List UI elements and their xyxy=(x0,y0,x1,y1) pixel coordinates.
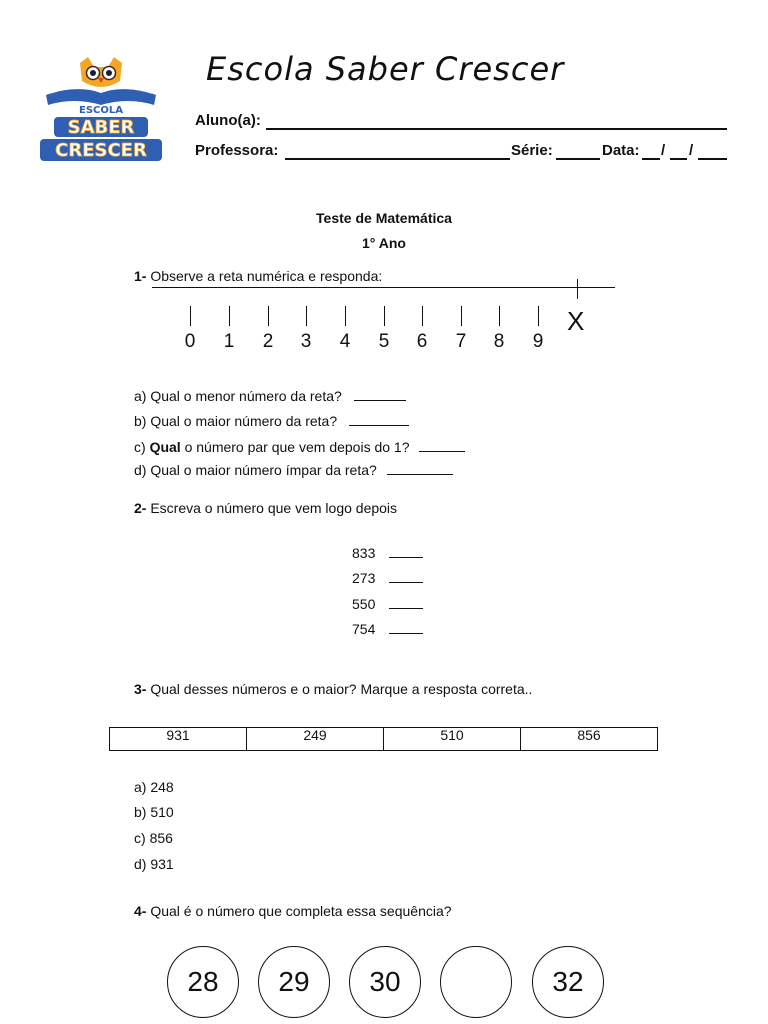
option-text: o número par que vem depois do 1? xyxy=(184,439,410,455)
table-row xyxy=(110,728,658,751)
number-line-tick-label: 5 xyxy=(378,331,390,352)
answer-blank[interactable] xyxy=(387,460,453,475)
number-line-tick xyxy=(306,306,307,326)
option-text: 856 xyxy=(149,830,173,846)
test-title: Teste de Matemática xyxy=(316,210,452,226)
question-number: 1- xyxy=(134,268,147,284)
number-line xyxy=(152,287,615,288)
number-line-tick xyxy=(268,306,269,326)
sequence-circle: 32 xyxy=(532,946,604,1018)
date-separator: / xyxy=(689,142,694,159)
number-line-x-label: X xyxy=(567,306,585,336)
number-line-tick-label: 0 xyxy=(184,331,196,352)
number-line-tick xyxy=(229,306,230,326)
option-letter: c) xyxy=(134,830,146,846)
number-line-tick-label: 1 xyxy=(223,331,235,352)
option-text: Qual o maior número da reta? xyxy=(150,413,338,429)
number-line-tick xyxy=(384,306,385,326)
test-grade: 1° Ano xyxy=(362,235,406,251)
answer-blank[interactable] xyxy=(354,386,406,401)
q2-item xyxy=(352,594,423,612)
school-name: Escola Saber Crescer xyxy=(206,50,565,88)
question-number: 3- xyxy=(134,681,147,697)
owl-icon xyxy=(80,57,122,87)
sequence-circle: 29 xyxy=(258,946,330,1018)
sequence-circle: 30 xyxy=(349,946,421,1018)
table-cell: 249 xyxy=(247,728,384,751)
number-line-tick-label: 9 xyxy=(532,331,544,352)
option-text: 931 xyxy=(150,856,174,872)
option-text: Qual o maior número ímpar da reta? xyxy=(150,462,377,478)
date-month-field[interactable] xyxy=(670,143,687,160)
teacher-name-field[interactable] xyxy=(285,143,510,160)
question-3 xyxy=(134,681,532,697)
answer-blank[interactable] xyxy=(389,619,423,634)
date-label: Data: xyxy=(602,142,640,159)
question-1 xyxy=(134,268,382,284)
grade-field[interactable] xyxy=(556,143,600,160)
sequence-blank-circle[interactable] xyxy=(440,946,512,1018)
option-letter: d) xyxy=(134,462,147,478)
number-line-x-tick xyxy=(577,279,578,299)
option-text: Qual o menor número da reta? xyxy=(150,388,342,404)
option-letter: b) xyxy=(134,413,147,429)
number-line-tick xyxy=(461,306,462,326)
number-value: 273 xyxy=(352,570,376,586)
q3-option-c[interactable] xyxy=(134,830,173,846)
number-line-tick xyxy=(422,306,423,326)
number-line-tick-label: 2 xyxy=(262,331,274,352)
table-cell: 510 xyxy=(384,728,521,751)
q2-item xyxy=(352,543,423,561)
teacher-label: Professora: xyxy=(195,142,279,159)
answer-blank[interactable] xyxy=(349,411,409,426)
logo-top-text: ESCOLA xyxy=(79,105,123,116)
student-label: Aluno(a): xyxy=(195,112,261,129)
number-line-tick xyxy=(345,306,346,326)
number-line-tick xyxy=(499,306,500,326)
q2-item xyxy=(352,619,423,637)
number-line-tick-label: 8 xyxy=(493,331,505,352)
question-text: Escreva o número que vem logo depois xyxy=(150,500,398,516)
answer-blank[interactable] xyxy=(389,543,423,558)
book-icon xyxy=(46,88,156,105)
option-letter: a) xyxy=(134,779,147,795)
student-name-field[interactable] xyxy=(266,113,727,130)
question-number: 2- xyxy=(134,500,147,516)
number-line-tick xyxy=(190,306,191,326)
question-text: Qual é o número que completa essa sequência? xyxy=(150,903,452,919)
table-cell: 856 xyxy=(521,728,658,751)
number-line-tick-label: 7 xyxy=(455,331,467,352)
answer-blank[interactable] xyxy=(419,437,465,452)
q3-option-a[interactable] xyxy=(134,779,174,795)
q1-option-b xyxy=(134,411,409,429)
date-separator: / xyxy=(661,142,666,159)
grade-label: Série: xyxy=(511,142,553,159)
question-2 xyxy=(134,500,397,516)
option-letter: b) xyxy=(134,804,147,820)
question-text: Qual desses números e o maior? Marque a resposta correta.. xyxy=(150,681,533,697)
q1-option-a xyxy=(134,386,406,404)
number-line-tick xyxy=(538,306,539,326)
sequence-circle: 28 xyxy=(167,946,239,1018)
q3-option-d[interactable] xyxy=(134,856,174,872)
option-letter: a) xyxy=(134,388,147,404)
number-line-tick-label: 4 xyxy=(339,331,351,352)
date-year-field[interactable] xyxy=(698,143,727,160)
table-cell: 931 xyxy=(110,728,247,751)
answer-blank[interactable] xyxy=(389,568,423,583)
question-4 xyxy=(134,903,452,919)
number-line-tick-label: 6 xyxy=(416,331,428,352)
option-text-bold: Qual xyxy=(149,439,181,455)
option-text: 248 xyxy=(150,779,174,795)
q2-item xyxy=(352,568,423,586)
answer-blank[interactable] xyxy=(389,594,423,609)
date-day-field[interactable] xyxy=(642,143,660,160)
question-text: Observe a reta numérica e responda: xyxy=(150,268,383,284)
q1-option-c xyxy=(134,437,465,455)
q1-option-d xyxy=(134,460,453,478)
number-value: 833 xyxy=(352,545,376,561)
school-logo xyxy=(36,55,166,165)
logo-line1: SABER xyxy=(67,117,135,138)
number-value: 550 xyxy=(352,596,376,612)
option-letter: c) xyxy=(134,439,146,455)
logo-line2: CRESCER xyxy=(55,140,147,161)
question-number: 4- xyxy=(134,903,147,919)
option-letter: d) xyxy=(134,856,147,872)
option-text: 510 xyxy=(150,804,174,820)
number-line-tick-label: 3 xyxy=(300,331,312,352)
q3-option-b[interactable] xyxy=(134,804,174,820)
number-value: 754 xyxy=(352,621,376,637)
numbers-table xyxy=(109,727,658,751)
